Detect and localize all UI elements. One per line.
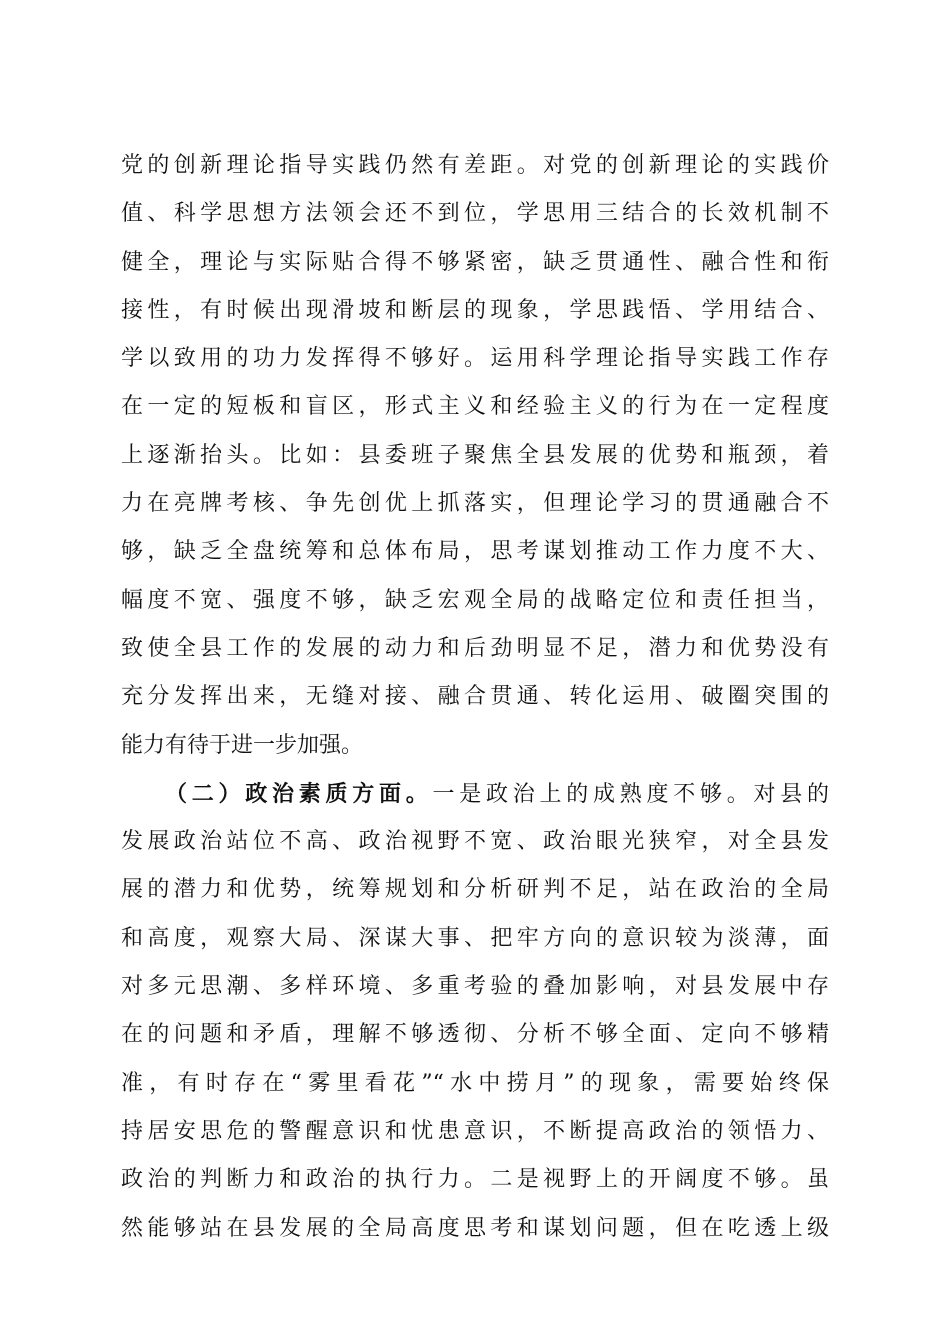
paragraph-line: 值、科学思想方法领会还不到位，学思用三结合的长效机制不 [121, 201, 829, 227]
paragraph-line: 学以致用的功力发挥得不够好。运用科学理论指导实践工作存 [121, 346, 829, 372]
paragraph-line: 对多元思潮、多样环境、多重考验的叠加影响，对县发展中存 [121, 974, 829, 1000]
paragraph-2 [121, 770, 829, 1253]
paragraph-line: 健全，理论与实际贴合得不够紧密，缺乏贯通性、融合性和衔 [121, 249, 829, 275]
paragraph-line: 展的潜力和优势，统筹规划和分析研判不足，站在政治的全局 [121, 877, 829, 903]
section-heading: （二）政治素质方面。 [165, 780, 433, 807]
paragraph-line: 上逐渐抬头。比如：县委班子聚焦全县发展的优势和瓶颈，着 [121, 442, 829, 468]
paragraph-1 [121, 142, 829, 770]
paragraph-line: 接性，有时候出现滑坡和断层的现象，学思践悟、学用结合、 [121, 297, 829, 323]
paragraph-line: 力在亮牌考核、争先创优上抓落实，但理论学习的贯通融合不 [121, 491, 829, 517]
paragraph-line: 发展政治站位不高、政治视野不宽、政治眼光狭窄，对全县发 [121, 829, 829, 855]
paragraph-line: 然能够站在县发展的全局高度思考和谋划问题，但在吃透上级 [121, 1215, 829, 1241]
paragraph-line: 政治的判断力和政治的执行力。二是视野上的开阔度不够。虽 [121, 1167, 829, 1193]
paragraph-first-line-text: 一是政治上的成熟度不够。对县的 [432, 781, 829, 807]
paragraph-line: 能力有待于进一步加强。 [121, 732, 364, 758]
paragraph-line: 准，有时存在“雾里看花”“水中捞月”的现象，需要始终保 [121, 1070, 829, 1096]
paragraph-line: 持居安思危的警醒意识和忧患意识，不断提高政治的领悟力、 [121, 1118, 829, 1144]
paragraph-line: 党的创新理论指导实践仍然有差距。对党的创新理论的实践价 [121, 153, 829, 178]
document-body [121, 142, 829, 1253]
paragraph-line: 幅度不宽、强度不够，缺乏宏观全局的战略定位和责任担当， [121, 587, 829, 613]
paragraph-first-line [121, 770, 829, 818]
paragraph-line: 充分发挥出来，无缝对接、融合贯通、转化运用、破圈突围的 [121, 684, 829, 710]
paragraph-line: 在一定的短板和盲区，形式主义和经验主义的行为在一定程度 [121, 394, 829, 420]
paragraph-line: 够，缺乏全盘统筹和总体布局，思考谋划推动工作力度不大、 [121, 539, 829, 565]
paragraph-line: 和高度，观察大局、深谋大事、把牢方向的意识较为淡薄，面 [121, 925, 829, 951]
paragraph-line: 致使全县工作的发展的动力和后劲明显不足，潜力和优势没有 [121, 635, 829, 661]
paragraph-line: 在的问题和矛盾，理解不够透彻、分析不够全面、定向不够精 [121, 1022, 829, 1048]
